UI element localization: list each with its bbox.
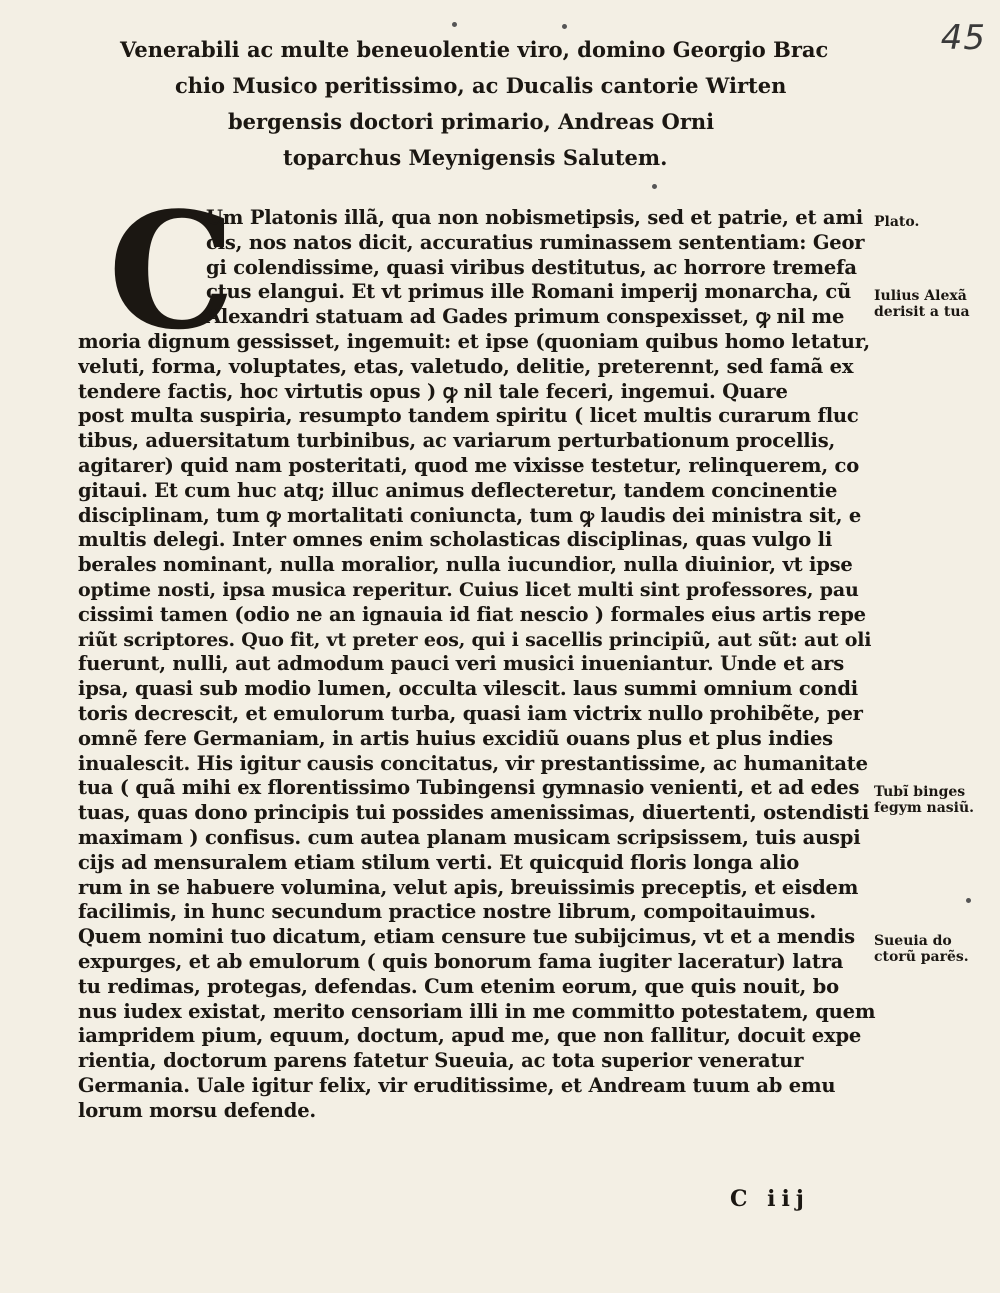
marginal-note: Plato. (874, 214, 920, 230)
text-line: facilimis, in hunc secundum practice nostre librum, compoitauimus. (78, 900, 816, 924)
heading-line: Venerabili ac multe beneuolentie viro, domino Georgio Brac (120, 37, 829, 62)
text-line: post multa suspiria, resumpto tandem spiritu ( licet multis curarum fluc (78, 404, 859, 428)
text-line: tibus, aduersitatum turbinibus, ac variarum perturbationum procellis, (78, 429, 836, 453)
text-line: rum in se habuere volumina, velut apis, breuissimis preceptis, et eisdem (78, 875, 859, 899)
folio-number: 45 (940, 18, 986, 58)
text-line: maximam ) confisus. cum autea planam musicam scripsissem, tuis auspi (78, 825, 861, 849)
ink-speck (452, 22, 457, 27)
text-line: berales nominant, nulla moralior, nulla iucundior, nulla diuinior, vt ipse (78, 553, 853, 577)
text-line: Alexandri statuam ad Gades primum conspexisset, ꝙ nil me (206, 305, 845, 329)
text-line: ipsa, quasi sub modio lumen, occulta vilescit. laus summi omnium condi (78, 677, 858, 701)
text-line: cis, nos natos dicit, accuratius ruminassem sententiam: Geor (206, 230, 865, 254)
text-line: toris decrescit, et emulorum turba, quasi iam victrix nullo prohibẽte, per (78, 701, 863, 725)
text-line: iampridem pium, equum, doctum, apud me, que non fallitur, docuit expe (78, 1024, 862, 1048)
marginal-note: Sueuia do ctorũ parẽs. (874, 933, 969, 966)
text-line: gi colendissime, quasi viribus destitutus, ac horrore tremefa (206, 255, 857, 279)
text-line: cissimi tamen (odio ne an ignauia id fiat nescio ) formales eius artis repe (78, 602, 866, 626)
text-line: tu redimas, protegas, defendas. Cum etenim eorum, que quis nouit, bo (78, 974, 839, 998)
heading-line: chio Musico peritissimo, ac Ducalis cantorie Wirten (175, 73, 787, 98)
ink-speck (966, 898, 971, 903)
text-line: omnẽ fere Germaniam, in artis huius excidiũ ouans plus et plus indies (78, 726, 833, 750)
body-text (78, 206, 878, 1123)
marginal-note: Iulius Alexã derisit a tua (874, 288, 970, 321)
ink-speck (652, 184, 657, 189)
text-line: ctus elangui. Et vt primus ille Romani imperij monarcha, cũ (206, 280, 852, 304)
marginal-note: Tubĩ binges fegym nasiũ. (874, 784, 975, 817)
text-line: Quem nomini tuo dicatum, etiam censure tue subijcimus, vt et a mendis (78, 925, 855, 949)
text-line: tendere factis, hoc virtutis opus ) ꝙ nil tale feceri, ingemui. Quare (78, 379, 788, 403)
text-line: Um Platonis illã, qua non nobismetipsis, sed et patrie, et ami (206, 206, 863, 229)
text-line: expurges, et ab emulorum ( quis bonorum fama iugiter laceratur) latra (78, 949, 844, 973)
text-line: tuas, quas dono principis tui possides amenissimas, diuertenti, ostendisti (78, 801, 870, 825)
text-line: inualescit. His igitur causis concitatus, vir prestantissime, ac humanitate (78, 751, 868, 775)
drop-cap-initial: C (108, 177, 236, 365)
text-line: moria dignum gessisset, ingemuit: et ipse (quoniam quibus homo letatur, (78, 329, 870, 353)
text-line: rientia, doctorum parens fatetur Sueuia, ac tota superior veneratur (78, 1049, 804, 1073)
ink-speck (562, 24, 567, 29)
text-line: Germania. Uale igitur felix, vir eruditissime, et Andream tuum ab emu (78, 1073, 836, 1097)
text-line: gitaui. Et cum huc atq; illuc animus deflecteretur, tandem concinentie (78, 478, 838, 502)
heading-line: toparchus Meynigensis Salutem. (283, 145, 668, 170)
text-line: veluti, forma, voluptates, etas, valetudo, delitie, preterennt, sed famã ex (78, 354, 854, 378)
signature-mark: C iij (730, 1186, 810, 1212)
text-line: tua ( quã mihi ex florentissimo Tubingensi gymnasio venienti, et ad edes (78, 776, 860, 800)
text-line: fuerunt, nulli, aut admodum pauci veri musici inueniantur. Unde et ars (78, 652, 845, 676)
text-line: optime nosti, ipsa musica reperitur. Cuius licet multi sint professores, pau (78, 578, 859, 601)
text-line: disciplinam, tum ꝙ mortalitati coniuncta, tum ꝙ laudis dei ministra sit, e (78, 503, 862, 527)
text-line: cijs ad mensuralem etiam stilum verti. Et quicquid floris longa alio (78, 850, 800, 874)
text-line: lorum morsu defende. (78, 1098, 316, 1122)
text-line: riũt scriptores. Quo fit, vt preter eos, qui i sacellis principiũ, aut sũt: aut oli (78, 628, 872, 651)
text-line: nus iudex existat, merito censoriam illi in me committo potestatem, quem (78, 999, 876, 1023)
heading-line: bergensis doctori primario, Andreas Orni (228, 109, 715, 134)
text-line: multis delegi. Inter omnes enim scholasticas disciplinas, quas vulgo li (78, 528, 833, 552)
dedication-heading (120, 32, 850, 176)
text-line: agitarer) quid nam posteritati, quod me vixisse testetur, relinquerem, co (78, 453, 859, 477)
